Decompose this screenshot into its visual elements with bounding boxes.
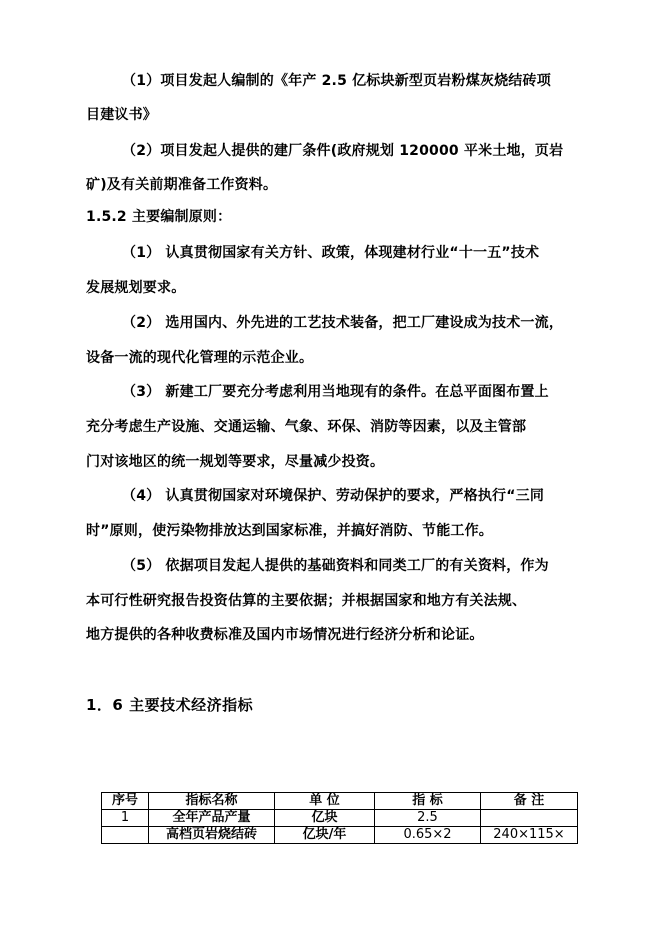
paragraph-1-line-1: （1）项目发起人编制的《年产 2.5 亿标块新型页岩粉煤灰烧结砖项: [122, 73, 551, 89]
cell-remark: [481, 810, 578, 827]
cell-index: [102, 827, 149, 844]
principle-3-line-1: （3） 新建工厂要充分考虑利用当地现有的条件。在总平面图布置上: [122, 384, 549, 400]
paragraph-2-line-1: （2）项目发起人提供的建厂条件(政府规划 120000 平米土地，页岩: [122, 143, 564, 159]
principle-1-line-1: （1） 认真贯彻国家有关方针、政策，体现建材行业“十一五”技术: [122, 245, 540, 261]
principle-1-line-2: 发展规划要求。: [86, 280, 186, 296]
table-row: [102, 810, 578, 827]
principle-2-line-2: 设备一流的现代化管理的示范企业。: [86, 350, 314, 366]
cell-remark: 240×115×: [481, 827, 578, 844]
cell-unit: 亿块: [275, 810, 375, 827]
principle-5-line-1: （5） 依据项目发起人提供的基础资料和同类工厂的有关资料，作为: [122, 558, 549, 574]
header-unit: 单 位: [275, 793, 375, 810]
paragraph-2-line-2: 矿)及有关前期准备工作资料。: [86, 177, 278, 193]
principle-5-line-3: 地方提供的各种收费标准及国内市场情况进行经济分析和论证。: [86, 627, 484, 643]
header-indicator: 指 标: [375, 793, 481, 810]
header-index: 序号: [102, 793, 149, 810]
paragraph-1-line-2: 目建议书》: [86, 107, 157, 123]
table-row: [102, 827, 578, 844]
header-remark: 备 注: [481, 793, 578, 810]
cell-name: 全年产品产量: [149, 810, 275, 827]
cell-index: 1: [102, 810, 149, 827]
principle-4-line-2: 时”原则，使污染物排放达到国家标准，并搞好消防、节能工作。: [86, 523, 493, 539]
cell-unit: 亿块/年: [275, 827, 375, 844]
cell-indicator: 2.5: [375, 810, 481, 827]
principle-3-line-2: 充分考虑生产设施、交通运输、气象、环保、消防等因素，以及主管部: [86, 419, 527, 435]
principle-3-line-3: 门对该地区的统一规划等要求，尽量减少投资。: [86, 454, 385, 470]
principle-4-line-1: （4） 认真贯彻国家对环境保护、劳动保护的要求，严格执行“三同: [122, 488, 545, 504]
cell-name: 高档页岩烧结砖: [149, 827, 275, 844]
subsection-heading: 1.5.2 主要编制原则：: [86, 209, 232, 225]
cell-indicator: 0.65×2: [375, 827, 481, 844]
principle-2-line-1: （2） 选用国内、外先进的工艺技术装备，把工厂建设成为技术一流，: [122, 315, 564, 331]
header-name: 指标名称: [149, 793, 275, 810]
principle-5-line-2: 本可行性研究报告投资估算的主要依据；并根据国家和地方有关法规、: [86, 593, 527, 609]
indicators-table: [101, 792, 578, 844]
section-heading: 1．6 主要技术经济指标: [86, 696, 254, 714]
table-header-row: [102, 793, 578, 810]
